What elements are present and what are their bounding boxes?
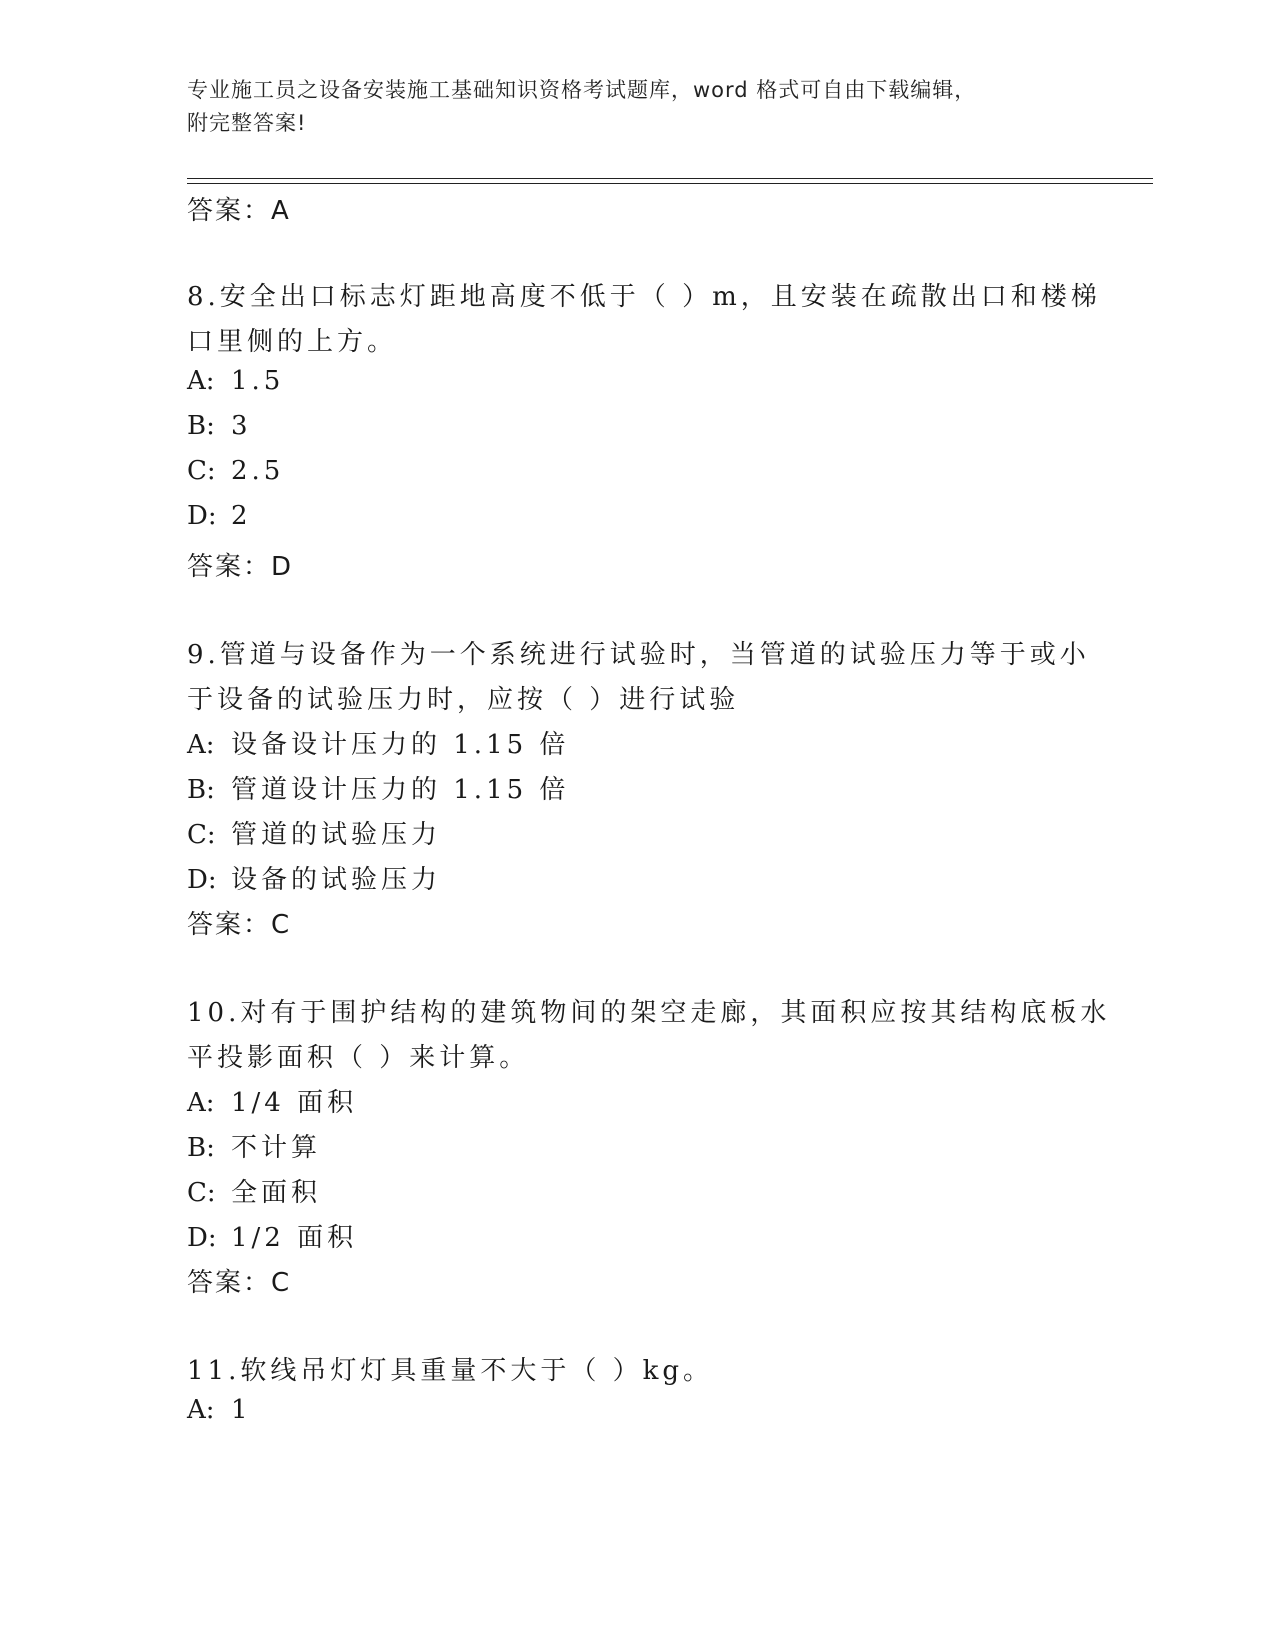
option-a [187, 1395, 252, 1425]
option-b [187, 411, 252, 441]
option-key: A: [187, 730, 215, 760]
question-text-line-1: 9.管道与设备作为一个系统进行试验时，当管道的试验压力等于或小 [187, 640, 1090, 670]
document-header [187, 74, 1067, 140]
option-text: 管道的试验压力 [231, 820, 442, 850]
option-c [187, 456, 284, 486]
option-key: C: [187, 456, 216, 486]
question-text-line-1: 10.对有于围护结构的建筑物间的架空走廊，其面积应按其结构底板水 [187, 998, 1111, 1028]
option-d [187, 501, 252, 531]
option-key: B: [187, 1133, 215, 1163]
option-text: 全面积 [231, 1178, 322, 1208]
question-text-line-1: 11.软线吊灯灯具重量不大于（ ）kg。 [187, 1356, 714, 1386]
header-line-1: 专业施工员之设备安装施工基础知识资格考试题库，word 格式可自由下载编辑， [187, 78, 977, 102]
option-key: B: [187, 775, 215, 805]
option-text: 管道设计压力的 1.15 倍 [231, 775, 570, 805]
question-text-line-2: 口里侧的上方。 [187, 327, 398, 357]
question-text-line-2: 平投影面积（ ）来计算。 [187, 1043, 530, 1073]
option-text: 设备的试验压力 [231, 865, 442, 895]
answer: 答案：D [187, 552, 294, 582]
option-key: D: [187, 1223, 217, 1253]
header-divider-top [187, 178, 1153, 179]
option-c [187, 814, 441, 851]
option-key: C: [187, 1178, 216, 1208]
option-text: 1/2 面积 [231, 1223, 358, 1253]
option-b [187, 769, 569, 806]
header-divider-bottom [187, 183, 1153, 184]
option-d [187, 1217, 357, 1254]
option-text: 1/4 面积 [231, 1088, 358, 1118]
option-key: A: [187, 366, 215, 396]
option-a [187, 1082, 357, 1119]
option-text: 3 [231, 411, 252, 441]
option-c [187, 1172, 321, 1209]
option-text: 设备设计压力的 1.15 倍 [231, 730, 570, 760]
option-key: D: [187, 865, 217, 895]
option-a [187, 724, 569, 761]
option-d [187, 859, 441, 896]
question-text-line-2: 于设备的试验压力时，应按（ ）进行试验 [187, 685, 740, 715]
header-line-2: 附完整答案! [187, 111, 307, 135]
option-key: A: [187, 1088, 215, 1118]
option-a [187, 366, 284, 396]
option-key: D: [187, 501, 217, 531]
option-text: 不计算 [231, 1133, 322, 1163]
option-key: B: [187, 411, 215, 441]
option-text: 1 [231, 1395, 252, 1425]
option-key: A: [187, 1395, 215, 1425]
answer: 答案：C [187, 1268, 292, 1298]
question-text-line-1: 8.安全出口标志灯距地高度不低于（ ）m，且安装在疏散出口和楼梯 [187, 282, 1101, 312]
option-b [187, 1127, 321, 1164]
option-key: C: [187, 820, 216, 850]
answer-previous: 答案：A [187, 196, 291, 226]
option-text: 1.5 [231, 366, 285, 396]
option-text: 2.5 [231, 456, 285, 486]
option-text: 2 [231, 501, 252, 531]
answer: 答案：C [187, 910, 292, 940]
